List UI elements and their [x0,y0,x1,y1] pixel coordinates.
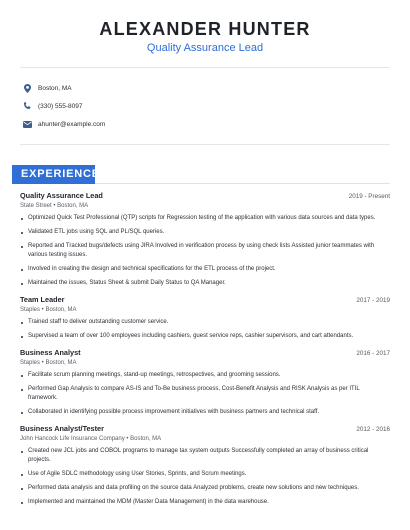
contact-email [22,115,410,133]
job-company: John Hancock Life Insurance Company • Boston, MA [20,436,162,442]
contact-list [0,68,410,133]
job-bullet: Supervised a team of over 100 employees including cashiers, guest service reps, cashier supervisors, and cart attendants. [20,332,390,341]
job-title: Business Analyst/Tester [20,424,104,433]
contact-phone [22,97,410,115]
contact-email-text[interactable]: ahunter@example.com [38,120,106,128]
job-bullet: Validated ETL jobs using SQL and PL/SQL queries. [20,228,390,237]
job-entry [20,191,390,288]
location-pin-icon [22,83,32,93]
job-entry [20,295,390,341]
job-bullet: Facilitate scrum planning meetings, stand-up meetings, retrospectives, and grooming sessions. [20,371,390,380]
candidate-title: Quality Assurance Lead [146,42,264,54]
job-bullet: Use of Agile SDLC methodology using User Stories, Sprints, and Scrum meetings. [20,470,390,479]
job-bullet: Implemented and maintained the MDM (Master Data Management) in the data warehouse. [20,498,390,507]
job-title: Quality Assurance Lead [20,191,103,200]
resume-header [0,0,410,55]
job-bullet: Optimized Quick Test Professional (QTP) scripts for Regression testing of the application with various data sources and data types. [20,214,390,223]
job-bullet: Collaborated in identifying possible process improvement initiatives with business partners and technical staff. [20,408,390,417]
job-bullet: Performed Gap Analysis to compare AS-IS and To-Be business process, Cost-Benefit Analysis and RISK Analysis as per ITIL framework. [20,385,390,403]
contact-phone-text: (330) 555-8097 [38,102,83,110]
job-bullets [20,371,390,417]
contact-location-text: Boston, MA [38,84,72,92]
job-bullet: Trained staff to deliver outstanding customer service. [20,318,390,327]
phone-icon [22,101,32,111]
experience-section-header [0,165,410,184]
job-date: 2017 - 2019 [356,297,390,304]
contact-location [22,79,410,97]
job-bullet: Involved in creating the design and technical specifications for the ETL process of the project. [20,265,390,274]
job-date: 2019 - Present [348,193,390,200]
job-bullet: Created new JCL jobs and COBOL programs to manage tax system outputs Successfully completed an array of business critical projects. [20,447,390,465]
job-company: State Street • Boston, MA [20,203,89,209]
candidate-name: ALEXANDER HUNTER [99,19,311,39]
job-date: 2012 - 2016 [356,426,390,433]
job-title: Team Leader [20,295,65,304]
experience-heading: EXPERIENCE [12,165,95,184]
job-bullet: Reported and Tracked bugs/defects using JIRA Involved in verification process by using check lists Assisted junior teammates with various testing issues. [20,242,390,260]
contact-divider [20,144,390,145]
job-bullet: Maintained the issues, Status Sheet & submit Daily Status to QA Manager. [20,279,390,288]
job-bullets [20,318,390,341]
job-bullet: Performed data analysis and data profiling on the source data Analyzed problems, create new solutions and new techniques. [20,484,390,493]
job-bullets [20,447,390,507]
job-title: Business Analyst [20,348,81,357]
job-company: Staples • Boston, MA [20,360,77,366]
job-entry [20,348,390,417]
job-company: Staples • Boston, MA [20,307,77,313]
job-entry [20,424,390,507]
job-date: 2016 - 2017 [356,350,390,357]
section-underline [95,183,390,184]
email-icon [22,119,32,129]
experience-list [0,191,410,507]
job-bullets [20,214,390,288]
